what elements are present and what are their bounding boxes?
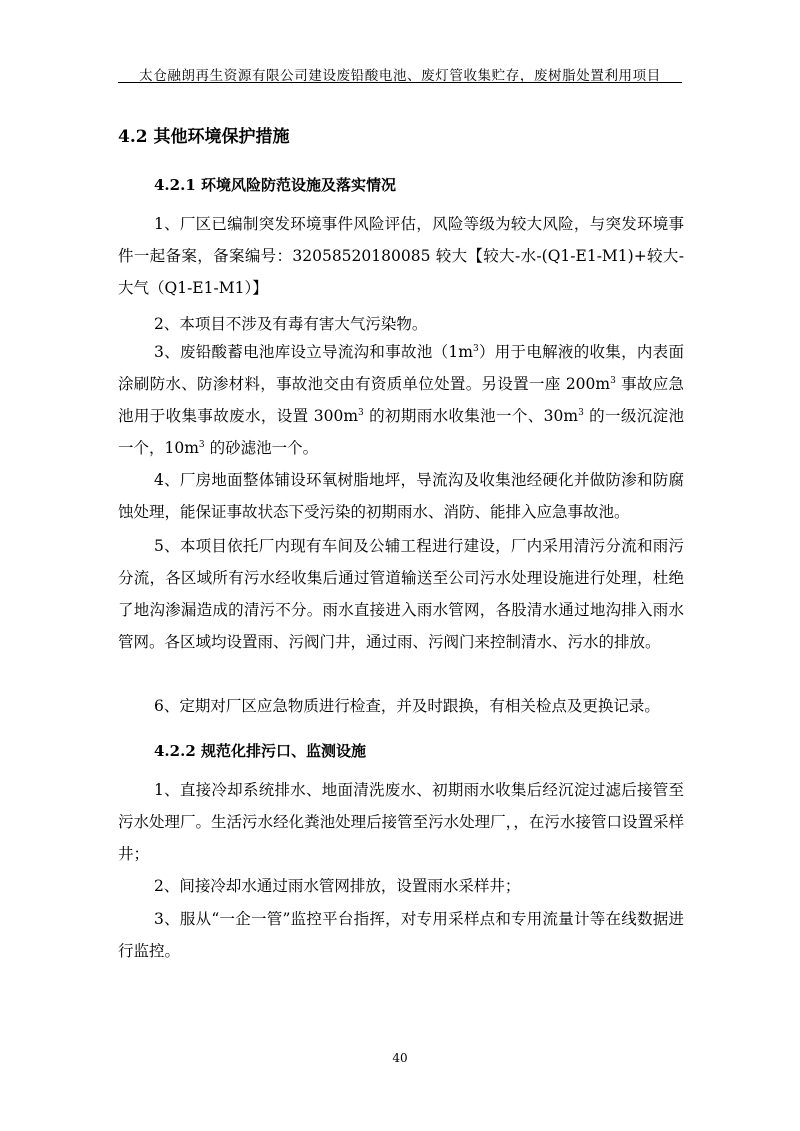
paragraph-outlet-3: 3、服从“一企一管”监控平台指挥，对专用采样点和专用流量计等在线数据进行监控。	[118, 910, 684, 960]
paragraph-risk-3-part3: 事故应急池用于收集事故废水，设置 300m	[118, 375, 684, 425]
subsection-heading-outlet: 4.2.2 规范化排污口、监测设施	[154, 742, 366, 760]
paragraph-risk-3-part5: 的一级沉淀池一个，10m	[118, 407, 684, 457]
paragraph-risk-6: 6、定期对厂区应急物质进行检查，并及时跟换，有相关检点及更换记录。	[154, 697, 660, 715]
superscript-3: 3	[472, 343, 479, 354]
paragraph-outlet-2: 2、间接冷却水通过雨水管网排放，设置雨水采样井；	[154, 877, 521, 895]
paragraph-risk-4: 4、厂房地面整体铺设环氧树脂地坪，导流沟及收集池经硬化并做防渗和防腐蚀处理，能保证事故状态下受污染的初期雨水、消防、能排入应急事故池。	[118, 471, 684, 521]
superscript-3: 3	[358, 407, 364, 418]
paragraph-risk-3	[118, 336, 684, 464]
section-heading: 4.2 其他环境保护措施	[118, 127, 290, 147]
superscript-3: 3	[198, 439, 205, 450]
paragraph-risk-3-part1: 3、废铅酸蓄电池库设立导流沟和事故池（1m	[154, 343, 473, 361]
paragraph-risk-3-part2: ）用于电解液的收集，内表面涂刷防水、防渗材料，事故池交由有资质单位处置。另设置一座 200m	[118, 343, 684, 393]
running-header: 太仓融朗再生资源有限公司建设废铅酸电池、废灯管收集贮存，废树脂处置利用项目	[139, 68, 661, 84]
paragraph-risk-1: 1、厂区已编制突发环境事件风险评估，风险等级为较大风险，与突发环境事件一起备案，备案编号：32058520180085 较大【较大-水-(Q1-E1-M1)+较大-大气（Q1-E1-M1）】	[118, 215, 684, 297]
paragraph-outlet-1: 1、直接冷却系统排水、地面清洗废水、初期雨水收集后经沉淀过滤后接管至污水处理厂。生活污水经化粪池处理后接管至污水处理厂，，在污水接管口设置采样井；	[118, 781, 684, 863]
page-number: 40	[392, 1051, 408, 1065]
paragraph-risk-3-part6: 的砂滤池一个。	[204, 439, 319, 457]
superscript-3: 3	[610, 375, 616, 386]
paragraph-risk-2: 2、本项目不涉及有毒有害大气污染物。	[154, 315, 428, 333]
superscript-3: 3	[578, 407, 584, 418]
paragraph-risk-5: 5、本项目依托厂内现有车间及公辅工程进行建设，厂内采用清污分流和雨污分流，各区域所有污水经收集后通过管道输送至公司污水处理设施进行处理，杜绝了地沟渗漏造成的清污不分。雨水直接进入雨水管网，各股清水通过地沟排入雨水管网。各区域均设置雨、污阀门井，通过雨、污阀门来控制清水、污水的排放。	[118, 537, 684, 651]
subsection-heading-risk: 4.2.1 环境风险防范设施及落实情况	[154, 176, 396, 194]
header-rule	[118, 82, 682, 83]
paragraph-risk-3-part4: 的初期雨水收集池一个、30m	[363, 407, 579, 425]
